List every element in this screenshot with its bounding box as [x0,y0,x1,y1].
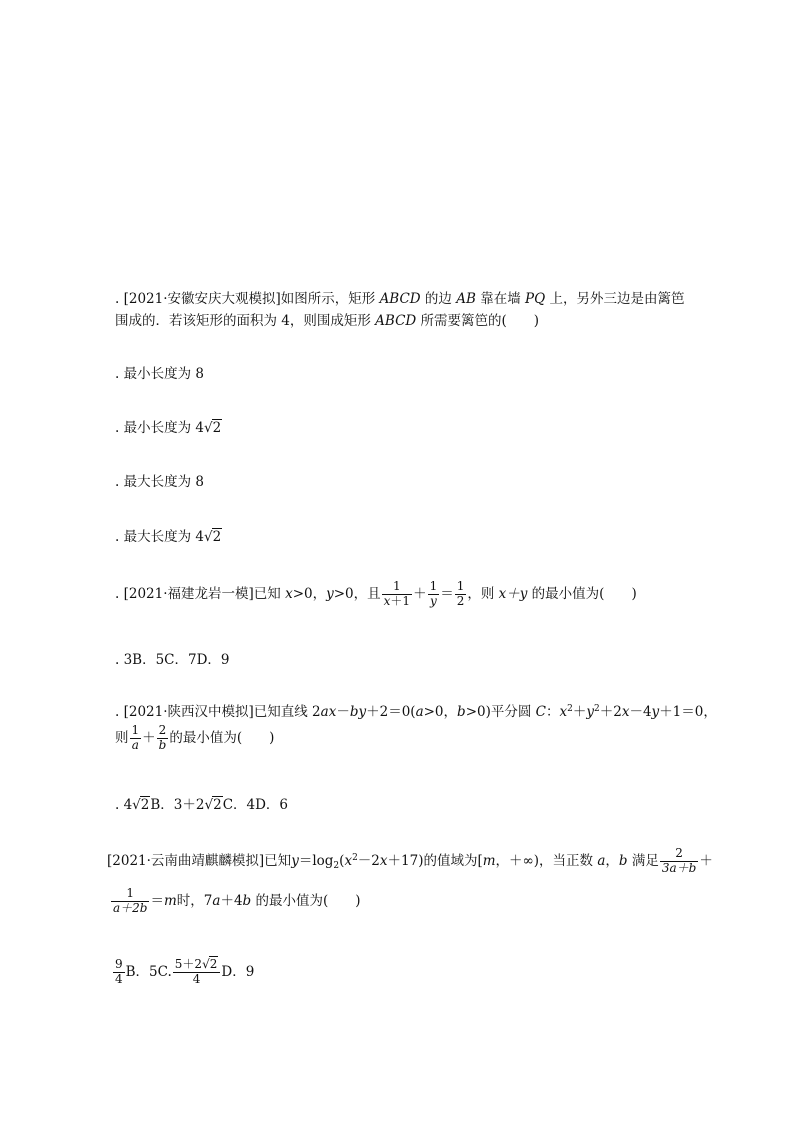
fraction: $\frac{2}{b}$ [158,723,167,752]
q1-option-b: . 最小长度为 4√2 [115,420,222,436]
sqrt-symbol: √2 [132,797,150,813]
q3-options: . 4√2B．3＋2√2C．4D．6 [115,797,289,813]
sqrt-symbol: √2 [204,797,222,813]
q4-stem-line1: [2021·云南曲靖麒麟模拟]已知$y=\log_2(x^2-2x+17)$的值域为[m，＋∞)，当正数 a，b 满足 $\frac{2}{3a+b}$ ＋ [107,846,713,875]
q1-option-d: . 最大长度为 4√2 [115,529,222,545]
fraction: $\frac{5+2√2}{4}$ [173,958,221,987]
q4-options: $\frac{9}{4}$ B．5C. $\frac{5+2√2}{4}$ D．9 [115,957,255,986]
q2-options: . 3B．5C．7D．9 [115,652,230,668]
q1-option-a: . 最小长度为 8 [115,366,204,382]
sqrt-symbol: √2 [202,957,218,971]
q1-option-c: . 最大长度为 8 [115,474,204,490]
fraction: $\frac{1}{x+1}$ [383,579,411,608]
q1-stem-line1: . [2021·安徽安庆大观模拟]如图所示，矩形 ABCD 的边 AB 靠在墙 PQ 上，另外三边是由篱笆 [115,291,685,307]
fraction: $\frac{2}{3a+b}$ [661,846,697,875]
sqrt-symbol: √2 [203,529,222,545]
q1-stem-line2: 围成的．若该矩形的面积为 4，则围成矩形 ABCD 所需要篱笆的( ) [115,313,540,329]
fraction: $\frac{1}{2}$ [456,579,465,608]
q4-stem-line2: $\frac{1}{a+2b}$ ＝m时，7a＋4b 的最小值为( ) [113,886,361,915]
q3-stem-line2: 则 $\frac{1}{a}$ ＋ $\frac{2}{b}$ 的最小值为( ) [115,723,275,752]
q2-stem: . [2021·福建龙岩一模]已知 x>0，y>0，且 $\frac{1}{x+1}$ ＋ $\frac{1}{y}$ ＝ $\frac{1}{2}$ ，则 x＋y 的最小值为( ) [115,579,637,608]
q3-stem-line1: . [2021·陕西汉中模拟]已知直线 2ax－by＋2＝0(a>0，b>0)平分圆 C：$x^2+y^2+2x-4y+1=0$， [115,704,717,720]
fraction: $\frac{1}{a+2b}$ [113,886,148,915]
fraction: $\frac{1}{y}$ [429,579,438,608]
sqrt-symbol: √2 [203,420,222,436]
fraction: $\frac{9}{4}$ [115,957,123,986]
fraction: $\frac{1}{a}$ [131,723,140,752]
